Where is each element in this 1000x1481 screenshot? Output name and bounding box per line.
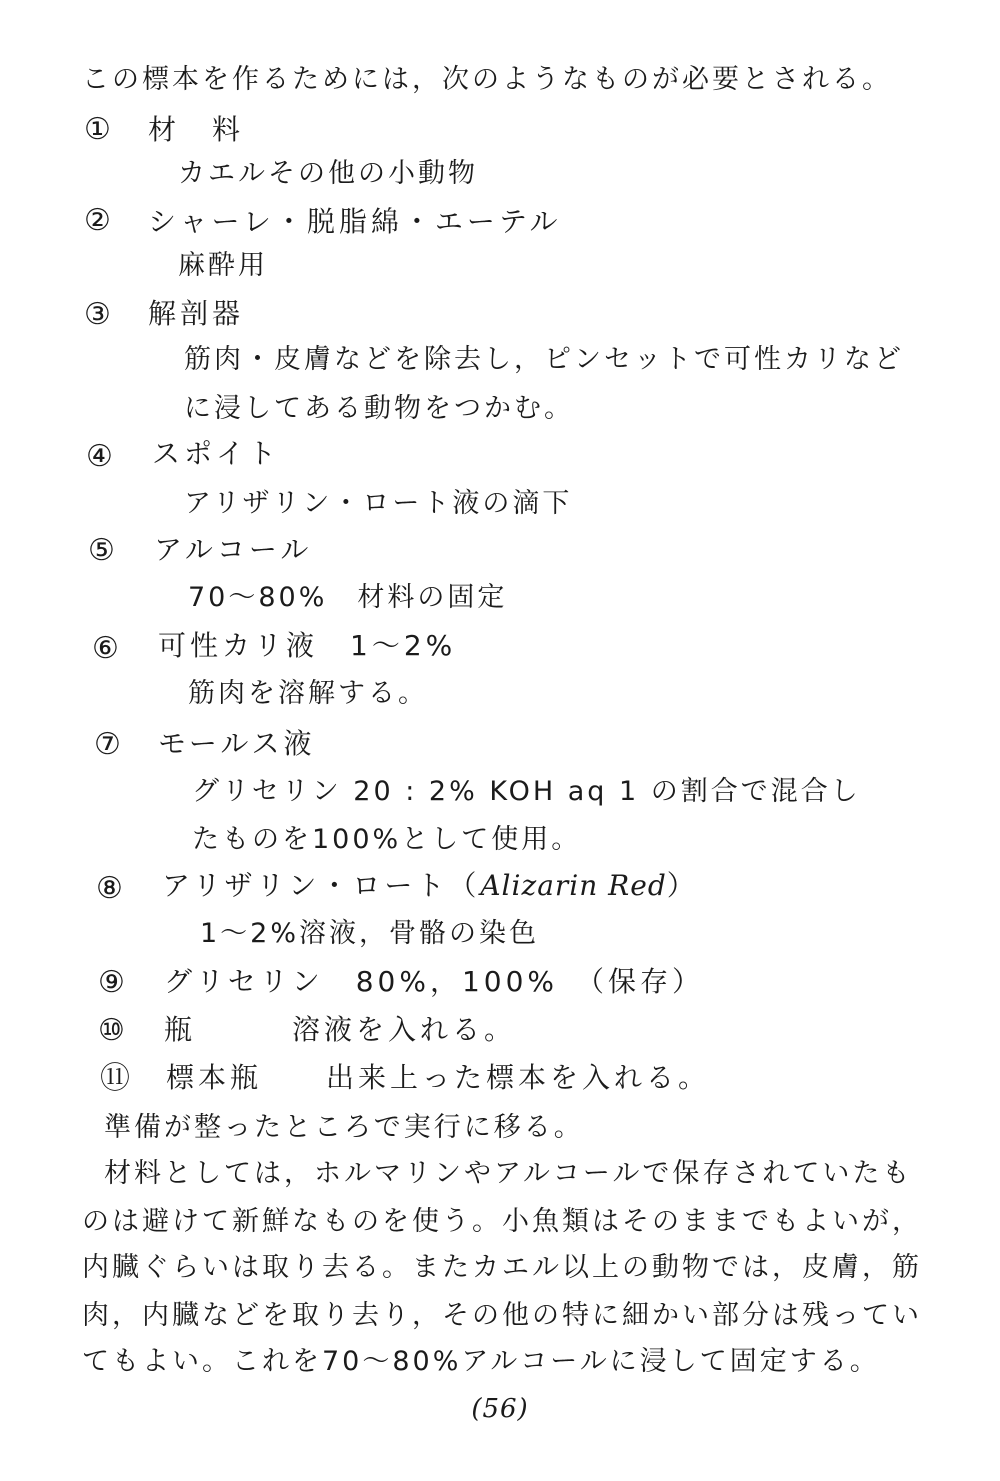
item-number: ⑥ bbox=[92, 631, 119, 666]
item-number: ③ bbox=[84, 297, 111, 332]
item-number: ⑦ bbox=[94, 727, 121, 762]
item-title: 標本瓶 出来上った標本を入れる。 bbox=[166, 1061, 711, 1094]
item-title: 解剖器 bbox=[148, 297, 245, 330]
item-title: 可性カリ液 1〜2% bbox=[158, 629, 457, 662]
item-title-latin: Alizarin Red bbox=[480, 869, 667, 902]
item-description: 70〜80% 材料の固定 bbox=[188, 582, 508, 613]
page-number: (56) bbox=[471, 1394, 529, 1424]
paragraph-line: 材料としては，ホルマリンやアルコールで保存されていたも bbox=[104, 1158, 913, 1189]
item-description: グリセリン 20 : 2% KOH aq 1 の割合で混合し bbox=[192, 776, 861, 807]
item-number: ④ bbox=[86, 439, 113, 474]
intro-line: この標本を作るためには，次のようなものが必要とされる。 bbox=[82, 64, 892, 95]
item-title: アルコール bbox=[154, 533, 313, 566]
item-title: アリザリン・ロート（Alizarin Red） bbox=[162, 869, 699, 902]
paragraph-line: 内臓ぐらいは取り去る。またカエル以上の動物では，皮膚，筋 bbox=[82, 1252, 922, 1283]
item-number: ⑩ bbox=[98, 1013, 125, 1048]
item-description: アリザリン・ロート液の滴下 bbox=[184, 488, 573, 519]
item-description: に浸してある動物をつかむ。 bbox=[184, 393, 574, 424]
item-number: ① bbox=[84, 112, 111, 147]
item-number: ⑤ bbox=[88, 533, 115, 568]
item-title: シャーレ・脱脂綿・エーテル bbox=[148, 205, 562, 238]
item-number: ⑪ bbox=[100, 1061, 130, 1096]
paragraph-line: てもよい。これを70〜80%アルコールに浸して固定する。 bbox=[82, 1346, 880, 1377]
item-title: 材 料 bbox=[148, 113, 245, 146]
paragraph-line: のは避けて新鮮なものを使う。小魚類はそのままでもよいが， bbox=[82, 1206, 922, 1237]
item-description: たものを100%として使用。 bbox=[192, 824, 582, 855]
item-description: カエルその他の小動物 bbox=[178, 158, 478, 189]
paragraph-line: 準備が整ったところで実行に移る。 bbox=[104, 1112, 584, 1143]
item-description: 筋肉を溶解する。 bbox=[188, 678, 428, 709]
item-description: 1〜2%溶液，骨骼の染色 bbox=[200, 918, 540, 949]
item-number: ⑨ bbox=[98, 965, 125, 1000]
item-number: ② bbox=[84, 203, 111, 238]
item-description: 筋肉・皮膚などを除去し，ピンセットで可性カリなど bbox=[184, 344, 904, 375]
item-title: 瓶 溶液を入れる。 bbox=[164, 1013, 517, 1046]
item-title: グリセリン 80%，100% （保存） bbox=[164, 965, 705, 998]
paragraph-line: 肉，内臓などを取り去り，その他の特に細かい部分は残ってい bbox=[82, 1300, 922, 1331]
item-title: スポイト bbox=[152, 437, 281, 470]
item-description: 麻酔用 bbox=[178, 250, 268, 281]
item-title: モールス液 bbox=[158, 727, 316, 760]
item-number: ⑧ bbox=[96, 871, 123, 906]
